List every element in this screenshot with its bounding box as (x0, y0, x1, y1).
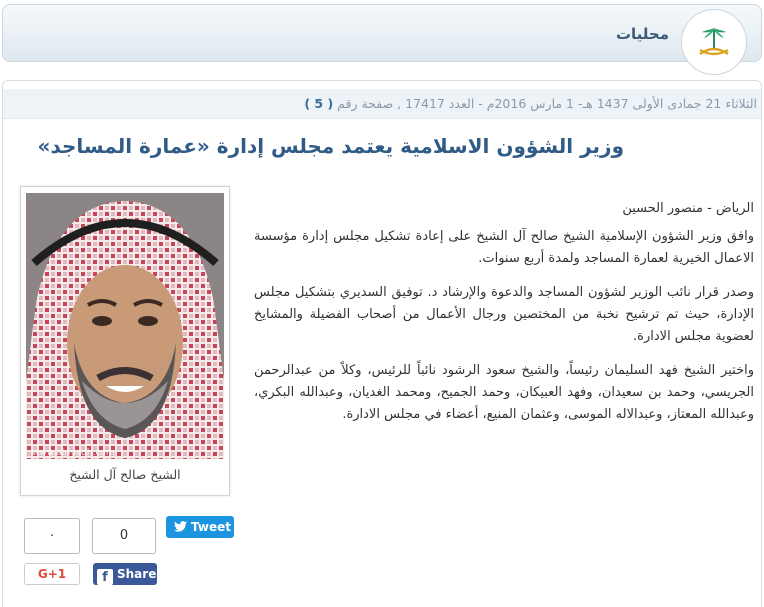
tweet-label: Tweet (191, 520, 231, 534)
article-byline: الرياض - منصور الحسين (622, 201, 754, 216)
article-body (254, 198, 754, 438)
share-buttons (22, 516, 242, 588)
page-number[interactable]: ( 5 ) (304, 96, 334, 111)
section-title[interactable]: محليات (615, 25, 669, 43)
gplus-count: ٠ (24, 518, 80, 554)
facebook-share-count: 0 (92, 518, 156, 554)
tweet-button[interactable] (166, 516, 234, 538)
article-paragraph-1: وافق وزير الشؤون الإسلامية الشيخ صالح آل الشيخ على إعادة تشكيل مجلس إدارة مؤسسة الاعمال الخيرية لعمارة المساجد ولمدة أربع سنوات. (254, 229, 754, 266)
article-paragraph-3: واختير الشيخ فهد السليمان رئيساً، والشيخ سعود الرشود نائباً للرئيس، وكلاً من عبدالرحمن الجريسي، وحمد بن سعيدان، وفهد العبيكان، وحمد الجميح، ومحمد الغديان، وعبدالله البكري، وعبدالله المعتاز، وعبدالاله الموسى، وعثمان المنيع، أعضاء في مجلس الادارة. (254, 363, 754, 422)
date-line (3, 89, 761, 119)
article-photo-frame (20, 186, 230, 496)
facebook-share-label: Share (117, 567, 157, 581)
date-text: الثلاثاء 21 جمادى الأولى 1437 هـ- 1 مارس 2016م - العدد 17417 , صفحة رقم (337, 96, 757, 111)
section-header-bar (2, 4, 762, 62)
facebook-icon: f (97, 569, 113, 585)
portrait-photo[interactable] (26, 193, 224, 459)
photo-watermark: www.alriyadh.com (32, 448, 115, 458)
twitter-bird-icon (174, 517, 187, 528)
facebook-share-button[interactable] (93, 563, 157, 585)
article-headline: وزير الشؤون الاسلامية يعتمد مجلس إدارة «عمارة المساجد» (37, 134, 624, 158)
palm-swords-emblem-icon[interactable] (681, 9, 747, 75)
article-paragraph-2: وصدر قرار نائب الوزير لشؤون المساجد والدعوة والإرشاد د. توفيق السديري بتشكيل مجلس الإدارة، حيث تم ترشيح نخبة من المختصين ورجال الأعمال من أصحاب الفضيلة والمشايخ لعضوية مجلس الادارة. (254, 285, 754, 344)
photo-caption: الشيخ صالح آل الشيخ (69, 467, 181, 482)
gplus-button[interactable]: G+1 (24, 563, 80, 585)
